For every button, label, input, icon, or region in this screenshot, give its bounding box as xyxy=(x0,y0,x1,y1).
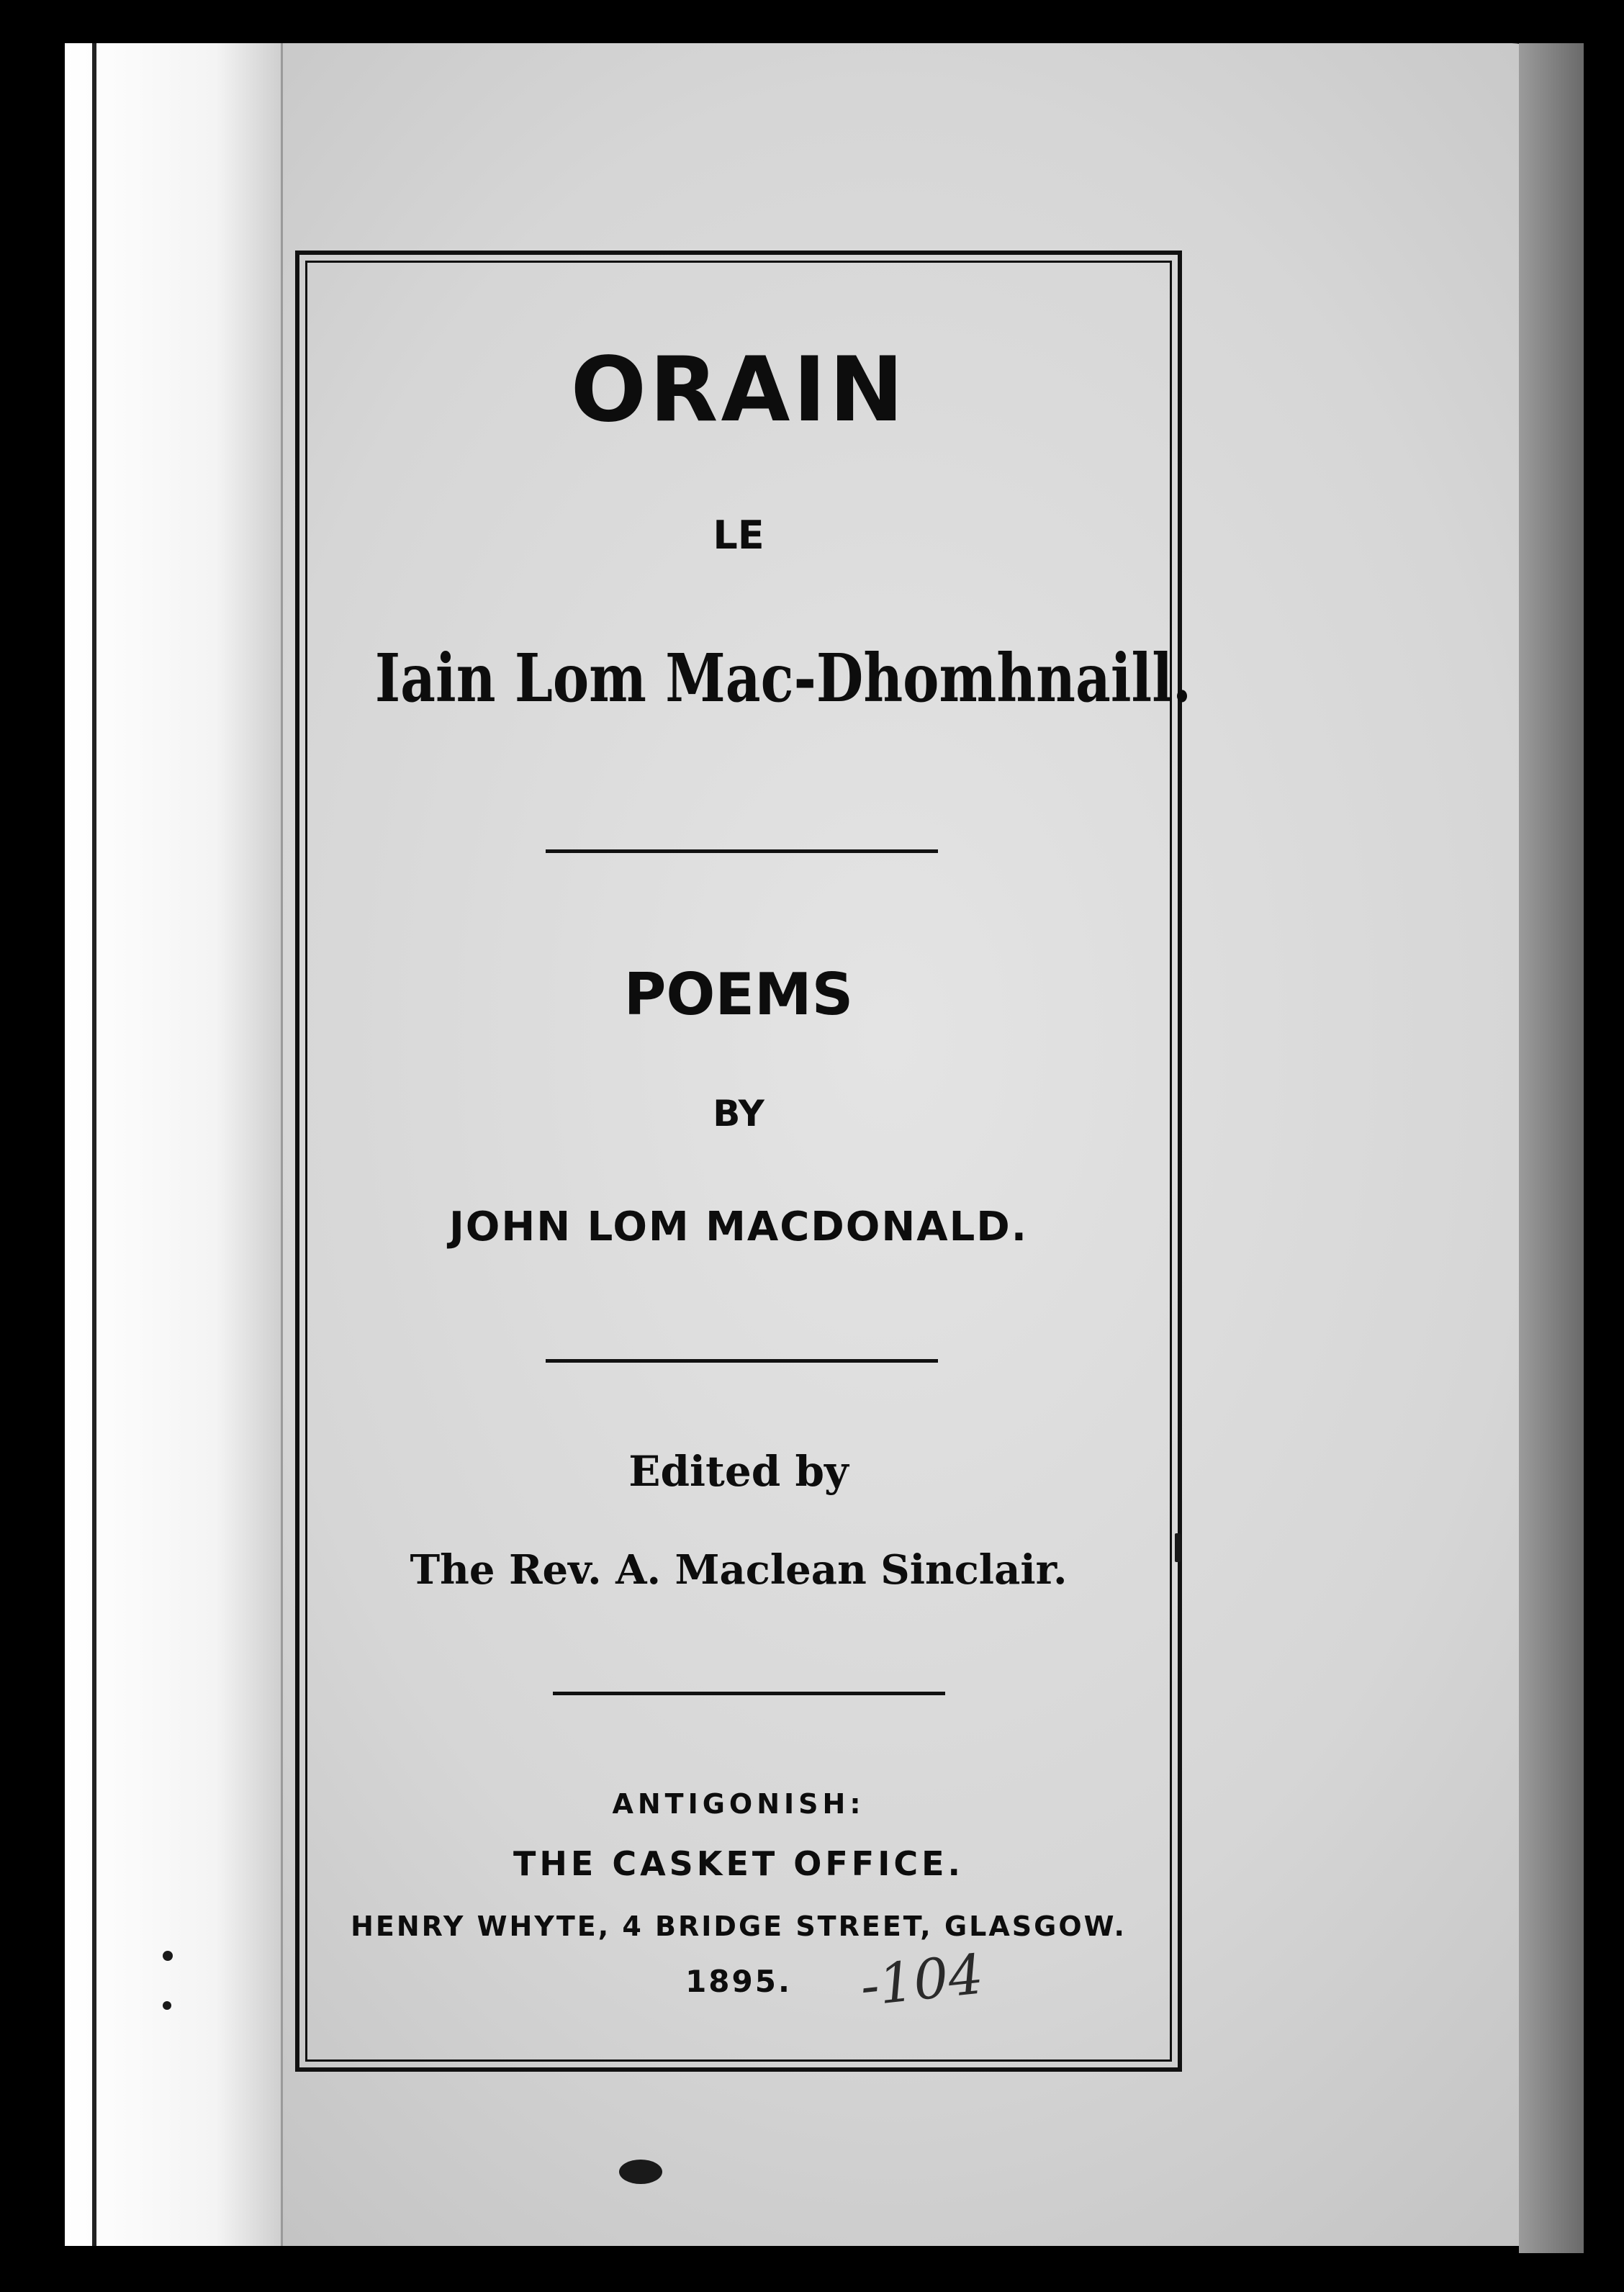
handwritten-note: -104 xyxy=(857,1941,986,2018)
book-spine xyxy=(65,43,283,2246)
divider-rule-2 xyxy=(546,1359,938,1363)
publication-office: THE CASKET OFFICE. xyxy=(513,1844,964,1883)
le-connector: LE xyxy=(713,513,764,558)
title-english: POEMS xyxy=(623,961,854,1028)
author-gaelic: Iain Lom Mac-Dhomhnaill. xyxy=(374,639,1192,717)
divider-rule-3 xyxy=(553,1692,945,1695)
stain-mark xyxy=(619,2160,662,2184)
publication-place: ANTIGONISH: xyxy=(612,1788,865,1820)
cover-edge xyxy=(1519,43,1584,2253)
editor-name: The Rev. A. Maclean Sinclair. xyxy=(410,1546,1068,1594)
speck-mark xyxy=(163,1951,173,1961)
edited-by-label: Edited by xyxy=(628,1447,849,1496)
spine-binding-line xyxy=(92,43,96,2246)
speck-mark xyxy=(163,2001,171,2010)
author-english: JOHN LOM MACDONALD. xyxy=(448,1204,1029,1250)
title-gaelic: ORAIN xyxy=(570,338,907,442)
by-connector: BY xyxy=(713,1093,764,1134)
publication-year: 1895. xyxy=(685,1964,792,1999)
divider-rule-1 xyxy=(546,849,938,853)
publisher-line: HENRY WHYTE, 4 BRIDGE STREET, GLASGOW. xyxy=(351,1910,1127,1942)
speck-mark xyxy=(1175,1533,1181,1562)
